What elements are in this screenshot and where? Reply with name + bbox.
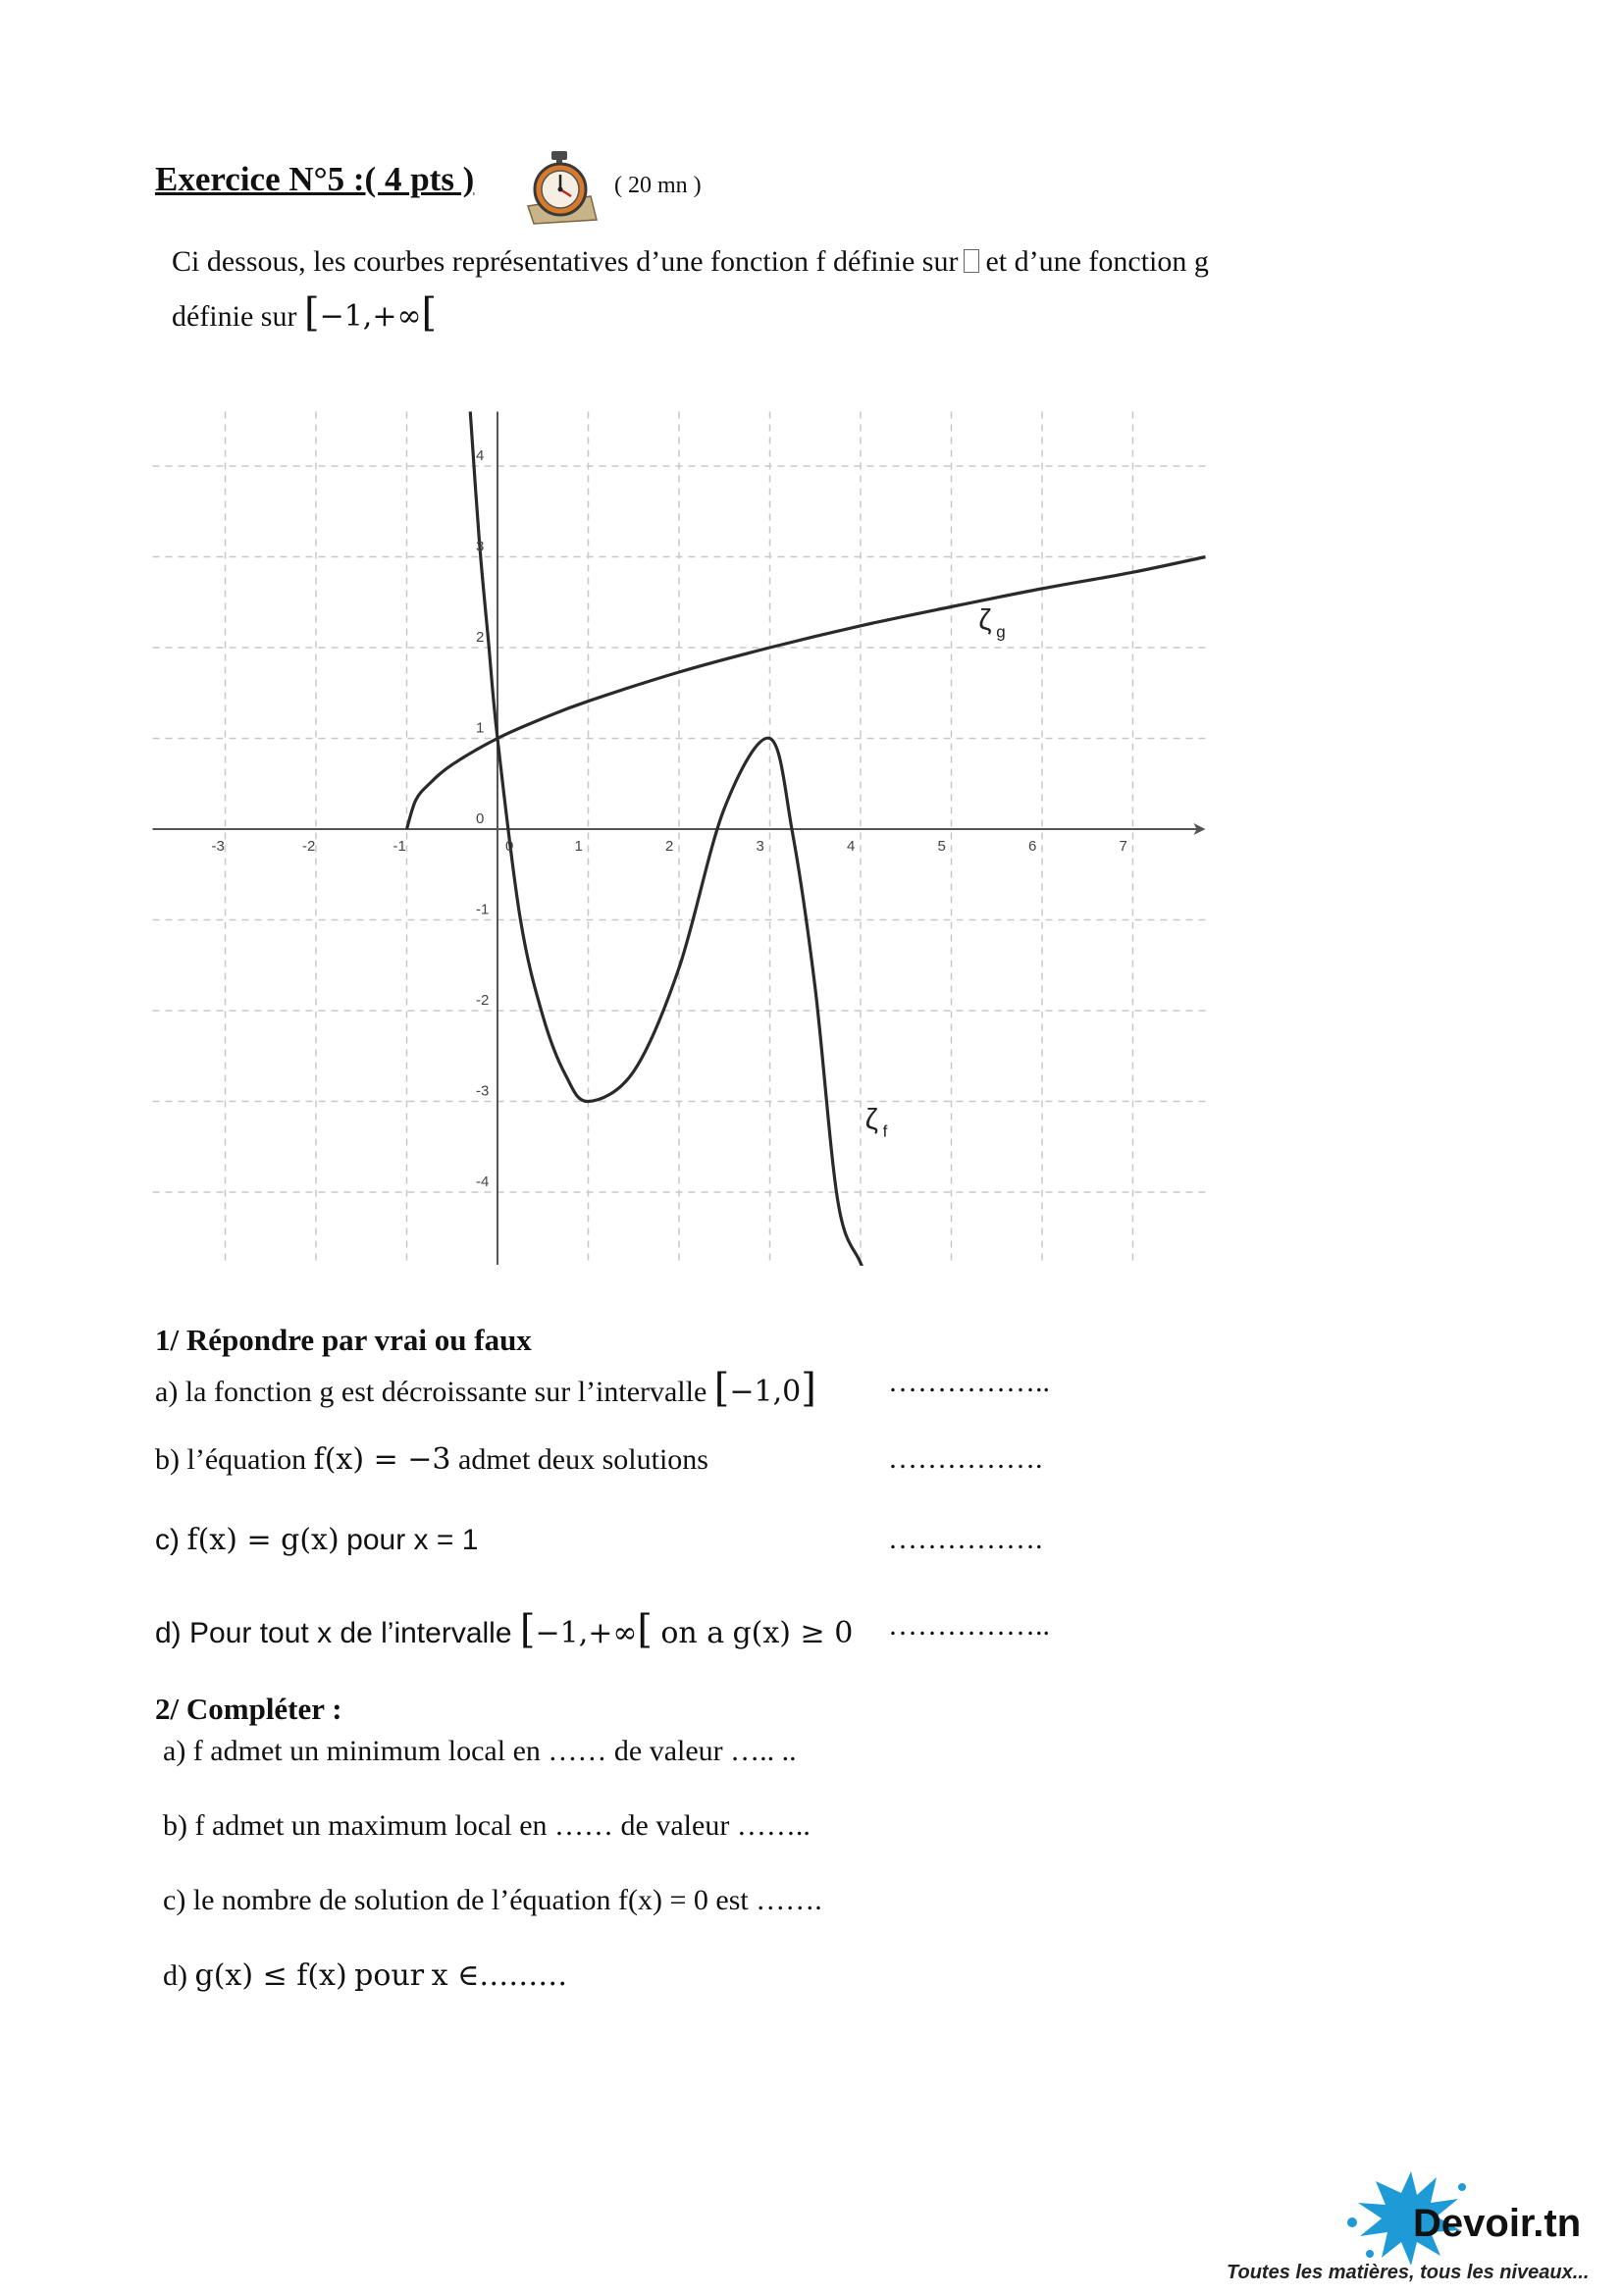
x-tick-label: 6 <box>1028 838 1037 855</box>
logo-tagline: Toutes les matières, tous les niveaux... <box>1227 2262 1590 2283</box>
curve-g <box>407 557 1206 830</box>
question-1b-text: b) l’équation <box>155 1443 307 1476</box>
y-tick-label: 2 <box>476 629 485 646</box>
bracket-open: [ <box>519 1607 536 1652</box>
question-1d-inequality: g(x) ≥ 0 <box>732 1616 854 1650</box>
question-1a-interval: −1,0 <box>729 1375 802 1409</box>
intro-line-1 <box>172 245 1209 279</box>
bracket-open: [ <box>713 1366 730 1411</box>
question-1a <box>155 1366 816 1411</box>
y-tick-label: -3 <box>476 1082 490 1100</box>
question-1d-on-a: on a <box>660 1616 725 1650</box>
bracket-open-right: [ <box>637 1607 653 1652</box>
intro-line-1-end: et d’une fonction g <box>985 245 1209 278</box>
part2-heading: 2/ Compléter : <box>155 1692 342 1726</box>
answer-blank-1c[interactable]: ……………. <box>888 1523 1043 1555</box>
question-1d <box>155 1607 853 1652</box>
y-tick-label: 4 <box>476 447 485 464</box>
answer-blank-1b[interactable]: ……………. <box>888 1442 1043 1475</box>
complete-2d-label: d) <box>163 1959 187 1992</box>
graph-svg <box>147 402 1227 1276</box>
bracket-open-right: [ <box>421 290 438 336</box>
labels-layer <box>212 447 1127 1190</box>
curve-f <box>470 412 878 1277</box>
question-1c-label: c) <box>155 1524 180 1556</box>
intro-line-1-start: Ci dessous, les courbes représentatives d’une fonction f définie sur <box>172 245 959 278</box>
curve-label-g-sub: g <box>996 622 1006 642</box>
x-tick-label: 1 <box>574 838 583 855</box>
y-tick-label: -1 <box>476 901 490 918</box>
complete-2c: c) le nombre de solution de l’équation f(x) = 0 est ……. <box>163 1884 822 1916</box>
question-1c-equation: f(x) = g(x) <box>186 1523 340 1557</box>
x-tick-label: 0 <box>505 838 514 855</box>
devoir-logo[interactable] <box>1227 2164 1614 2291</box>
curve-label-f: ζ <box>864 1103 878 1136</box>
exercise-title: Exercice N°5 :( 4 pts ) <box>155 160 475 198</box>
answer-blank-1d[interactable]: …………….. <box>888 1609 1050 1642</box>
question-1b <box>155 1442 708 1477</box>
complete-2d-set: x ∈……… <box>431 1958 568 1993</box>
bracket-open: [ <box>303 290 320 336</box>
part1-heading: 1/ Répondre par vrai ou faux <box>155 1323 532 1357</box>
x-tick-label: 2 <box>665 838 674 855</box>
complete-2d-pour: pour <box>354 1958 425 1993</box>
y-tick-label: -4 <box>476 1174 490 1190</box>
stopwatch-icon <box>522 145 601 226</box>
question-1a-text: a) la fonction g est décroissante sur l’intervalle <box>155 1376 707 1408</box>
question-1b-text2: admet deux solutions <box>458 1443 708 1476</box>
x-tick-label: -2 <box>302 838 316 855</box>
question-1d-interval: −1,+∞ <box>535 1616 638 1650</box>
unrendered-glyph-box <box>964 249 979 273</box>
y-tick-label: -2 <box>476 992 490 1009</box>
answer-blank-1a[interactable]: …………….. <box>888 1366 1050 1398</box>
curve-label-f-sub: f <box>882 1122 888 1141</box>
logo-brand: Devoir.tn <box>1413 2202 1582 2245</box>
complete-2d-inequality: g(x) ≤ f(x) <box>194 1958 347 1993</box>
x-tick-label: 4 <box>847 838 856 855</box>
function-graph <box>147 402 1227 1276</box>
intro-interval: −1,+∞ <box>319 299 422 334</box>
x-tick-label: 7 <box>1119 838 1127 855</box>
intro-line-2 <box>172 290 437 336</box>
duration-label: ( 20 mn ) <box>614 173 702 198</box>
curves-layer <box>407 412 1206 1277</box>
intro-line-2-start: définie sur <box>172 300 297 333</box>
curve-label-g: ζ <box>978 603 992 637</box>
question-1c-text2: pour x = 1 <box>346 1524 479 1556</box>
complete-2b: b) f admet un maximum local en …… de valeur …….. <box>163 1809 811 1842</box>
x-tick-label: -3 <box>211 838 225 855</box>
y-tick-label: 3 <box>476 538 485 555</box>
x-tick-label: 5 <box>937 838 946 855</box>
x-tick-label: 3 <box>756 838 764 855</box>
question-1d-text: d) Pour tout x de l’intervalle <box>155 1617 512 1649</box>
complete-2a: a) f admet un minimum local en …… de valeur ….. .. <box>163 1735 797 1767</box>
x-tick-label: -1 <box>392 838 406 855</box>
question-1c <box>155 1523 478 1557</box>
bracket-close: ] <box>801 1366 816 1411</box>
y-tick-label: 0 <box>476 810 485 827</box>
complete-2d <box>163 1958 567 1993</box>
y-tick-label: 1 <box>476 719 485 737</box>
question-1b-equation: f(x) = −3 <box>313 1442 451 1477</box>
